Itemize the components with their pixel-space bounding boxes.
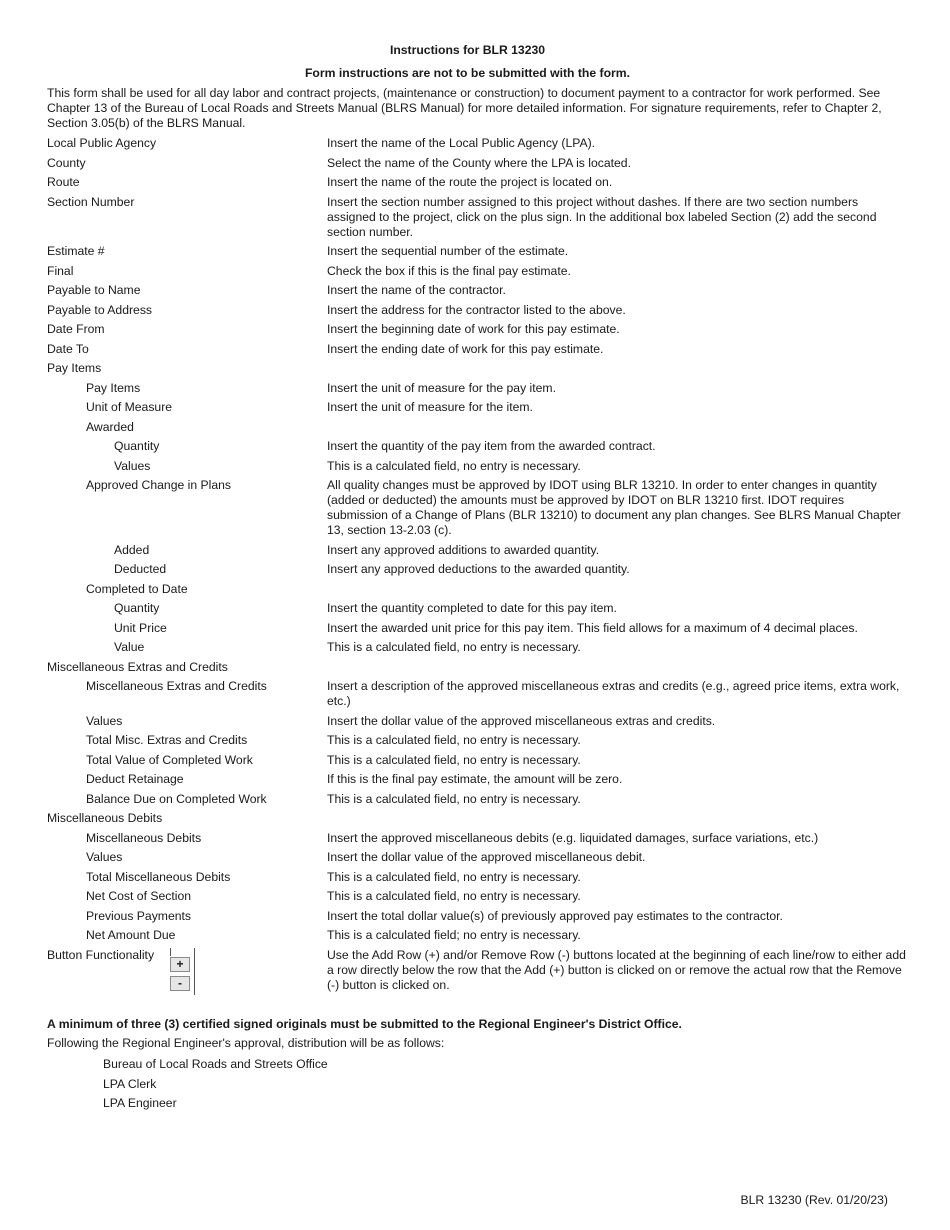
field-description: Insert the name of the Local Public Agency (LPA). (327, 136, 596, 150)
field-description (327, 582, 907, 597)
field-description: Insert the ending date of work for this pay estimate. (327, 341, 604, 356)
field-description: This is a calculated field, no entry is necessary. (327, 752, 581, 767)
row-button-stack (170, 948, 195, 995)
field-label: Value (114, 640, 145, 654)
field-description (327, 811, 907, 826)
add-row-button[interactable]: + (170, 957, 190, 972)
field-row (47, 134, 907, 154)
field-row (47, 770, 907, 790)
field-label: Estimate # (47, 244, 105, 258)
field-label: Total Misc. Extras and Credits (86, 733, 248, 747)
distribution-item: Bureau of Local Roads and Streets Office (103, 1057, 328, 1071)
field-row (47, 173, 907, 193)
field-label: Quantity (114, 601, 160, 615)
field-label: Deduct Retainage (86, 772, 184, 786)
field-description: Insert the name of the contractor. (327, 283, 506, 297)
field-description: Insert the name of the route the project is located on. (327, 175, 613, 189)
field-description: Insert the address for the contractor listed to the above. (327, 302, 626, 317)
field-row (47, 751, 907, 771)
field-label: Section Number (47, 194, 135, 209)
field-label: Values (114, 458, 151, 473)
distribution-item: LPA Clerk (103, 1076, 157, 1091)
distribution-intro: Following the Regional Engineer's approval, distribution will be as follows: (47, 1036, 445, 1050)
field-row (47, 541, 907, 561)
field-description: This is a calculated field, no entry is necessary. (327, 733, 581, 747)
field-row (47, 476, 907, 541)
form-revision-footer: BLR 13230 (Rev. 01/20/23) (740, 1193, 888, 1207)
field-row (47, 437, 907, 457)
field-description: Insert the section number assigned to this project without dashes. If there are two section numbers assigned to the project, click on the plus sign. In the additional box labeled Section (2) add the second section number. (327, 194, 877, 239)
remove-row-button[interactable]: - (170, 976, 190, 991)
field-description (327, 660, 907, 675)
field-description: Select the name of the County where the LPA is located. (327, 155, 631, 170)
field-row (47, 868, 907, 888)
field-row (47, 887, 907, 907)
field-row (47, 262, 907, 282)
field-label: Total Miscellaneous Debits (86, 869, 231, 884)
page-title: Instructions for BLR 13230 (389, 43, 546, 57)
field-label: Deducted (114, 562, 167, 576)
field-description: Insert the quantity completed to date for this pay item. (327, 601, 617, 615)
field-description: Insert the total dollar value(s) of previously approved pay estimates to the contractor. (327, 908, 783, 923)
field-description: This is a calculated field, no entry is necessary. (327, 869, 581, 884)
field-label: Final (47, 263, 74, 278)
field-label: County (47, 155, 86, 170)
field-row (47, 281, 907, 301)
field-row (47, 340, 907, 360)
field-description: This is a calculated field, no entry is necessary. (327, 640, 581, 654)
field-row (47, 658, 907, 678)
field-description: This is a calculated field, no entry is necessary. (327, 458, 581, 473)
field-label: Local Public Agency (47, 136, 157, 150)
field-label: Payable to Address (47, 302, 153, 317)
field-description (327, 361, 907, 376)
field-description: Insert the awarded unit price for this pay item. This field allows for a maximum of 4 decimal places. (327, 620, 858, 635)
field-label: Unit Price (114, 620, 167, 635)
field-label: Values (86, 713, 123, 728)
field-label: Unit of Measure (86, 400, 173, 414)
field-description: All quality changes must be approved by IDOT using BLR 13210. In order to enter changes in quantity (added or deducted) the amounts must be approved by IDOT on BLR 13210 first. IDOT requires submission of a Change of Plans (BLR 13210) to document any plan changes. See BLRS Manual Chapter 13, section 13-2.03 (c). (327, 478, 901, 537)
field-row (47, 193, 907, 243)
field-description: Insert the quantity of the pay item from the awarded contract. (327, 439, 656, 453)
field-label: Route (47, 175, 80, 189)
field-row (47, 301, 907, 321)
field-description: Insert the unit of measure for the item. (327, 400, 533, 414)
field-row (47, 790, 907, 810)
submission-notice: A minimum of three (3) certified signed originals must be submitted to the Regional Engineer's District Office. (47, 1017, 682, 1031)
field-label: Pay Items (86, 380, 141, 395)
field-description: Insert the unit of measure for the pay item. (327, 380, 556, 395)
field-label: Previous Payments (86, 908, 191, 923)
field-description: Use the Add Row (+) and/or Remove Row (-) buttons located at the beginning of each line/row to either add a row directly below the row that the Add (+) button is clicked on or remove the actual row that the Remove (-) button is clicked on. (327, 947, 906, 992)
field-label: Quantity (114, 439, 160, 453)
field-row (47, 398, 907, 418)
field-row (47, 599, 907, 619)
field-description: This is a calculated field, no entry is necessary. (327, 889, 581, 903)
field-label: Approved Change in Plans (86, 478, 231, 492)
field-row (47, 359, 907, 379)
distribution-item: LPA Engineer (103, 1096, 177, 1110)
field-label: Button Functionality (47, 947, 155, 962)
page-subtitle: Form instructions are not to be submitted with the form. (304, 66, 630, 80)
field-description: Insert the approved miscellaneous debits (e.g. liquidated damages, surface variations, etc.) (327, 830, 819, 845)
distribution-list (103, 1055, 328, 1114)
field-label: Date From (47, 322, 105, 336)
field-label: Pay Items (47, 361, 102, 375)
field-label: Miscellaneous Extras and Credits (86, 679, 267, 693)
field-row (47, 418, 907, 438)
field-description: Insert any approved additions to awarded quantity. (327, 542, 600, 557)
field-description: Insert the sequential number of the estimate. (327, 244, 569, 258)
field-row (47, 242, 907, 262)
field-instructions-list (47, 134, 907, 995)
field-row (47, 731, 907, 751)
field-description: This is a calculated field; no entry is necessary. (327, 928, 581, 942)
field-description: If this is the final pay estimate, the amount will be zero. (327, 772, 623, 786)
field-label: Date To (47, 341, 89, 356)
field-row (47, 457, 907, 477)
field-description: Insert a description of the approved miscellaneous extras and credits (e.g., agreed price items, extra work, etc.) (327, 679, 900, 708)
field-row (47, 712, 907, 732)
field-row (47, 848, 907, 868)
field-label: Miscellaneous Extras and Credits (47, 659, 228, 674)
field-row (47, 829, 907, 849)
field-label: Balance Due on Completed Work (86, 791, 267, 806)
field-label: Values (86, 850, 123, 864)
field-row (47, 580, 907, 600)
field-row (47, 560, 907, 580)
field-row (47, 638, 907, 658)
intro-paragraph: This form shall be used for all day labor and contract projects, (maintenance or construction) to document payment to a contractor for work performed. See Chapter 13 of the Bureau of Local Roads and Streets Manual (BLRS Manual) for more detailed information. For signature requirements, refer to Chapter 2, Section 3.05(b) of the BLRS Manual. (47, 86, 882, 130)
field-label: Miscellaneous Debits (47, 811, 163, 825)
field-label: Added (114, 542, 150, 557)
field-description: Insert any approved deductions to the awarded quantity. (327, 562, 630, 576)
field-description: Insert the beginning date of work for this pay estimate. (327, 322, 620, 336)
field-row (47, 619, 907, 639)
field-row (47, 926, 907, 946)
field-description: Check the box if this is the final pay estimate. (327, 263, 571, 278)
field-row (47, 379, 907, 399)
field-row (47, 154, 907, 174)
field-row (47, 320, 907, 340)
field-label: Completed to Date (86, 581, 188, 596)
field-description (327, 420, 907, 435)
field-row (47, 907, 907, 927)
field-row (47, 677, 907, 712)
field-label: Miscellaneous Debits (86, 830, 202, 845)
field-description: Insert the dollar value of the approved miscellaneous debit. (327, 850, 646, 864)
field-row (47, 809, 907, 829)
field-label: Net Amount Due (86, 928, 176, 942)
field-description: Insert the dollar value of the approved miscellaneous extras and credits. (327, 713, 716, 728)
field-description: This is a calculated field, no entry is necessary. (327, 791, 581, 806)
field-label: Total Value of Completed Work (86, 752, 253, 767)
field-label: Payable to Name (47, 283, 141, 297)
field-label: Awarded (86, 419, 134, 434)
field-label: Net Cost of Section (86, 889, 191, 903)
